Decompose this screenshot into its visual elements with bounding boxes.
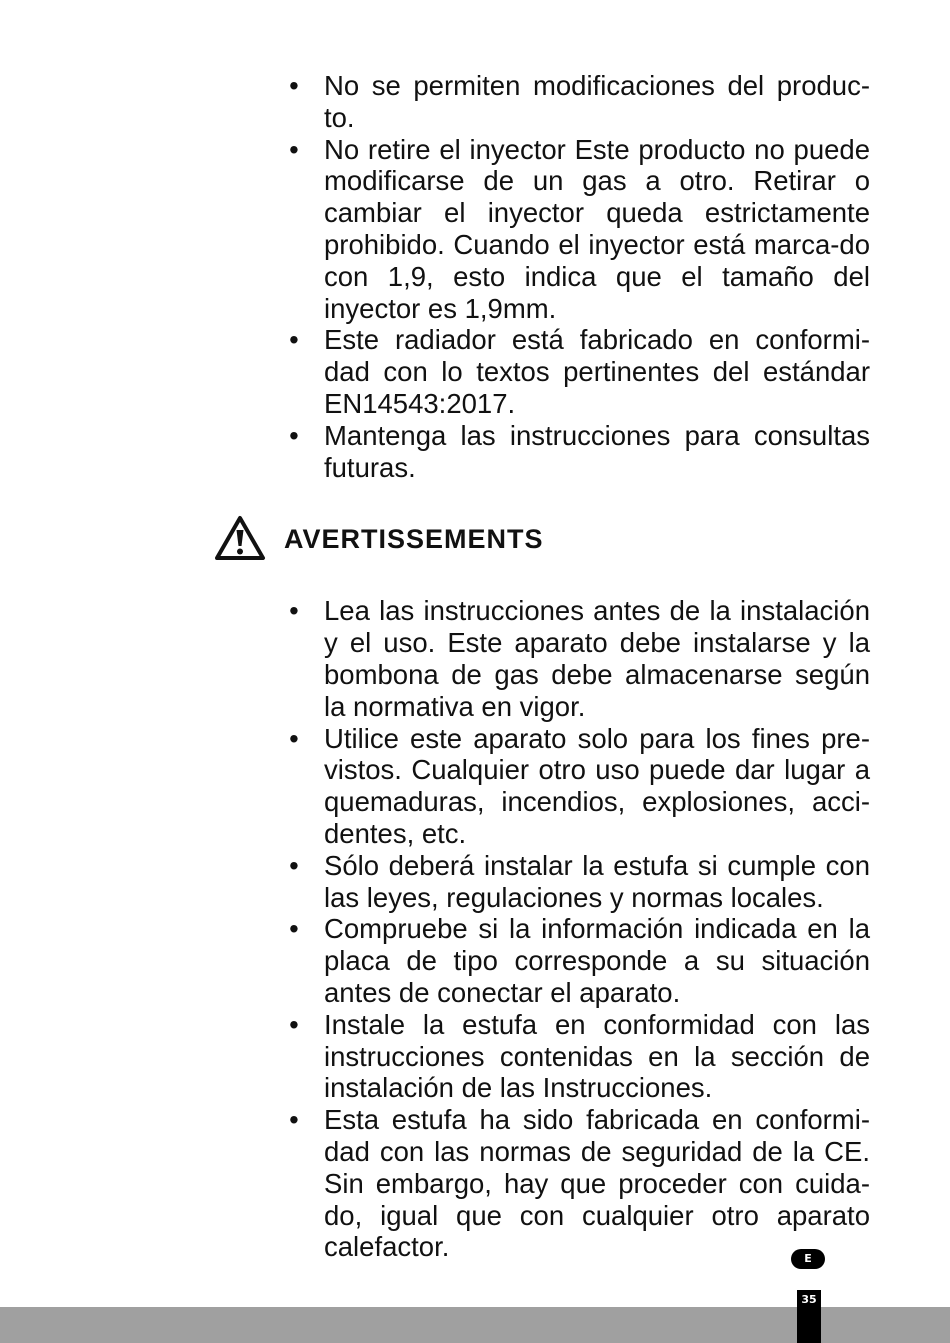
language-badge: E: [791, 1249, 825, 1269]
warnings-heading: [280, 519, 870, 559]
bullet-icon: •: [289, 1104, 299, 1136]
bullet-icon: •: [289, 722, 299, 754]
list-item: [280, 723, 870, 850]
bullet-icon: •: [289, 595, 299, 627]
list-item-text: Sólo deberá instalar la estufa si cumple con las leyes, regulaciones y normas locales.: [324, 849, 870, 913]
page-content: [280, 70, 870, 1263]
list-item-text: Compruebe si la información indicada en la placa de tipo corresponde a su situación antes de conectar el aparato.: [324, 913, 870, 1008]
bullet-icon: •: [289, 849, 299, 881]
list-item-text: Utilice este aparato solo para los fines pre-vistos. Cualquier otro uso puede dar lugar a quemaduras, incendios, explosiones, acci-dentes, etc.: [324, 722, 870, 849]
list-item: [280, 420, 870, 484]
page-number: 35: [801, 1293, 817, 1306]
list-item: [280, 913, 870, 1008]
list-item: [280, 324, 870, 419]
list-item-text: Esta estufa ha sido fabricada en conformi-dad con las normas de seguridad de la CE. Sin embargo, hay que proceder con cuida-do, igual que con cualquier otro aparato calefactor.: [324, 1104, 870, 1263]
list-item-text: Este radiador está fabricado en conformi-dad con lo textos pertinentes del estándar EN14543:2017.: [324, 324, 870, 419]
list-item: [280, 70, 870, 134]
list-item-text: No retire el inyector Este producto no puede modificarse de un gas a otro. Retirar o cambiar el inyector queda estrictamente prohibido. Cuando el inyector está marca-do con 1,9, esto indica que el tamaño del inyector es 1,9mm.: [324, 133, 870, 324]
bullet-icon: •: [289, 133, 299, 165]
list-item: [280, 1009, 870, 1104]
list-item-text: Mantenga las instrucciones para consultas futuras.: [324, 419, 870, 483]
list-item-text: Lea las instrucciones antes de la instalación y el uso. Este aparato debe instalarse y la bombona de gas debe almacenarse según la normativa en vigor.: [324, 595, 870, 722]
list-item: [280, 595, 870, 722]
bullet-icon: •: [289, 70, 299, 101]
list-item-text: Instale la estufa en conformidad con las instrucciones contenidas en la sección de instalación de las Instrucciones.: [324, 1008, 870, 1104]
bullet-icon: •: [289, 419, 299, 451]
list-item: [280, 850, 870, 914]
bullet-icon: •: [289, 324, 299, 356]
bullet-icon: •: [289, 1008, 299, 1040]
section-title: AVERTISSEMENTS: [284, 524, 544, 555]
warning-bullet-list: [280, 595, 870, 1263]
list-item: [280, 134, 870, 325]
bullet-icon: •: [289, 913, 299, 945]
intro-bullet-list: [280, 70, 870, 483]
list-item-text: No se permiten modificaciones del produc-to.: [324, 70, 870, 133]
list-item: [280, 1104, 870, 1263]
warning-triangle-icon: [214, 515, 266, 561]
